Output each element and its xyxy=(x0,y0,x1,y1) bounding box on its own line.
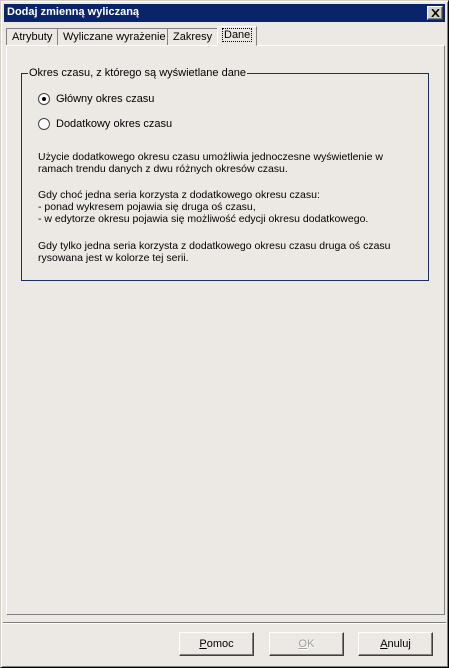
description-line: Użycie dodatkowego okresu czasu umożliwia jednoczesne wyświetlenie w xyxy=(38,151,383,163)
description-line: Gdy choć jedna seria korzysta z dodatkowego okresu czasu: xyxy=(38,189,320,201)
ok-button[interactable]: OK xyxy=(269,632,344,656)
description-line: - ponad wykresem pojawia się druga oś czasu, xyxy=(38,201,256,213)
tab-strip xyxy=(6,26,446,45)
close-icon xyxy=(431,9,440,17)
groupbox-legend: Okres czasu, z którego są wyświetlane dane xyxy=(29,67,247,79)
radio-additional-period-label: Dodatkowy okres czasu xyxy=(56,118,173,130)
radio-main-period[interactable] xyxy=(38,93,154,105)
tab-wyliczane-wyrazenie[interactable]: Wyliczane wyrażenie xyxy=(57,28,172,45)
close-button[interactable] xyxy=(427,6,443,20)
title-bar[interactable] xyxy=(4,4,445,22)
tab-zakresy[interactable]: Zakresy xyxy=(167,28,218,45)
tab-dane[interactable]: Dane xyxy=(217,26,257,46)
help-button[interactable]: Pomoc xyxy=(179,632,254,656)
radio-additional-period[interactable] xyxy=(38,118,172,130)
description-paragraph-2 xyxy=(38,189,418,225)
bottom-separator xyxy=(3,622,446,624)
description-line: rysowana jest w kolorze tej serii. xyxy=(38,252,189,264)
description-paragraph-3 xyxy=(38,240,418,264)
tab-panel-dane xyxy=(6,45,445,615)
tab-atrybuty[interactable]: Atrybuty xyxy=(6,28,58,45)
description-line: Gdy tylko jedna seria korzysta z dodatkowego okresu czasu druga oś czasu xyxy=(38,240,391,252)
description-line: - w edytorze okresu pojawia się możliwość edycji okresu dodatkowego. xyxy=(38,213,369,225)
cancel-button[interactable]: Anuluj xyxy=(358,632,433,656)
description-paragraph-1 xyxy=(38,151,418,175)
radio-main-period-label: Główny okres czasu xyxy=(56,93,155,105)
radio-checked-icon[interactable] xyxy=(38,93,50,105)
description-line: ramach trendu danych z dwu różnych okresów czasu. xyxy=(38,163,288,175)
radio-unchecked-icon[interactable] xyxy=(38,118,50,130)
time-period-groupbox xyxy=(21,67,429,281)
window-title: Dodaj zmienną wyliczaną xyxy=(7,6,140,18)
